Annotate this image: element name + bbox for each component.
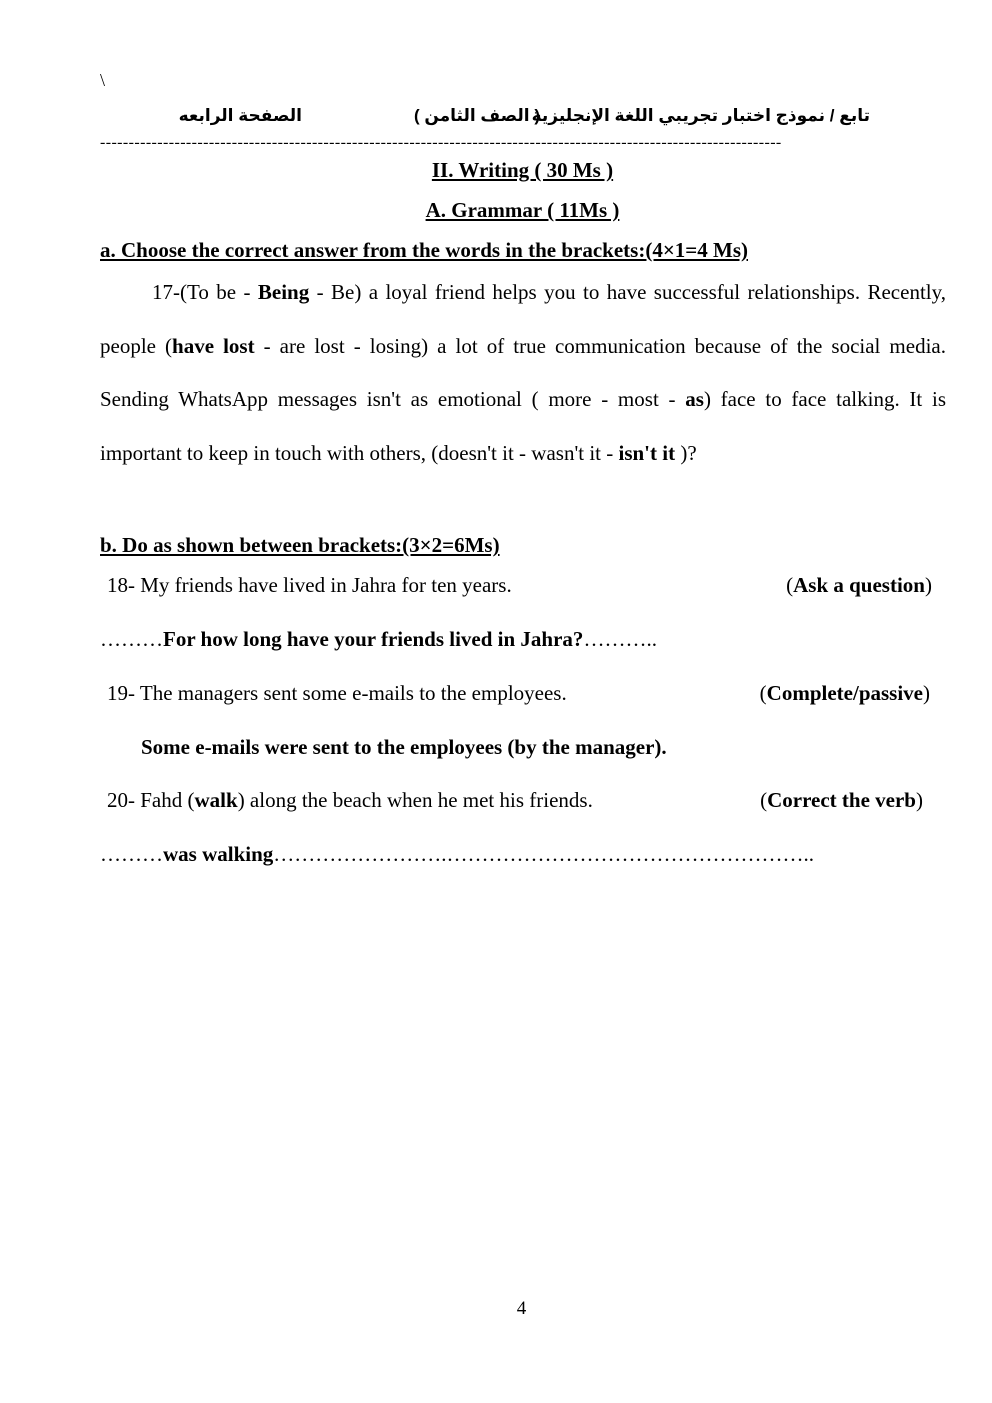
- answer-19: Some e-mails were sent to the employees (by the manager).: [141, 735, 667, 759]
- close-paren: ): [925, 573, 932, 597]
- answer-18: [100, 627, 657, 652]
- para-text-2: - Be) a loyal friend helps you to have successful relationships. Recently, people (: [100, 280, 946, 358]
- close-paren: ): [916, 788, 923, 812]
- q20-verb: walk: [194, 788, 238, 812]
- answer-have-lost: have lost: [172, 333, 255, 358]
- header-page-label: الصفحة الرابعه: [178, 106, 302, 125]
- dots: ………: [100, 842, 163, 866]
- part-a-paragraph: [100, 266, 946, 480]
- question-19-instruction: [760, 681, 930, 706]
- dots: ………: [100, 627, 163, 651]
- answer-20-text: was walking: [163, 842, 274, 866]
- part-b-heading: b. Do as shown between brackets:(3×2=6Ms): [100, 533, 500, 557]
- instruction-text: Ask a question: [793, 573, 925, 597]
- header-grade: ( الصف الثامن ): [413, 106, 540, 125]
- q20-text-1: 20- Fahd (: [107, 788, 195, 812]
- open-paren: (: [786, 573, 794, 597]
- para-text-4: ) face to face talking. It is important to keep in touch with others, (doesn't it - wasn't it -: [100, 387, 946, 465]
- para-text-1: 17-(To be -: [152, 280, 258, 304]
- para-text-5: )?: [675, 440, 697, 465]
- open-paren: (: [759, 681, 767, 705]
- section-subtitle: A. Grammar ( 11Ms ): [425, 198, 620, 222]
- answer-20: [100, 842, 814, 867]
- answer-as: as: [685, 387, 704, 411]
- para-text-3: - are lost - losing) a lot of true communication because of the social media. Sending WhatsApp messages isn't as emotional ( more - most -: [100, 333, 946, 411]
- dots: …………………….……………………………………………..: [273, 842, 815, 866]
- question-18-instruction: [786, 573, 932, 598]
- question-20-instruction: [760, 788, 923, 813]
- backslash-mark: \: [100, 70, 106, 90]
- page-number: 4: [516, 1298, 527, 1319]
- question-18: 18- My friends have lived in Jahra for ten years.: [107, 573, 512, 597]
- section-title: II. Writing ( 30 Ms ): [431, 158, 614, 182]
- page-header: [178, 106, 870, 134]
- question-20: [107, 788, 593, 813]
- open-paren: (: [760, 788, 768, 812]
- question-19: 19- The managers sent some e-mails to the employees.: [107, 681, 567, 705]
- part-a-heading: a. Choose the correct answer from the words in the brackets:(4×1=4 Ms): [100, 238, 748, 262]
- answer-being: Being: [257, 280, 310, 304]
- header-divider: -----------------------------------------------------------------------------------------------------------------------: [100, 134, 782, 151]
- answer-isnt-it: isn't it: [618, 440, 676, 465]
- instruction-text: Correct the verb: [767, 788, 916, 812]
- header-title: تابع / نموذج اختبار تجريبي اللغة الإنجليزية: [531, 106, 870, 125]
- answer-18-text: For how long have your friends lived in Jahra?: [163, 627, 584, 651]
- q20-text-2: ) along the beach when he met his friends.: [237, 788, 593, 812]
- instruction-text: Complete/passive: [766, 681, 923, 705]
- close-paren: ): [923, 681, 930, 705]
- dots: ………..: [583, 627, 657, 651]
